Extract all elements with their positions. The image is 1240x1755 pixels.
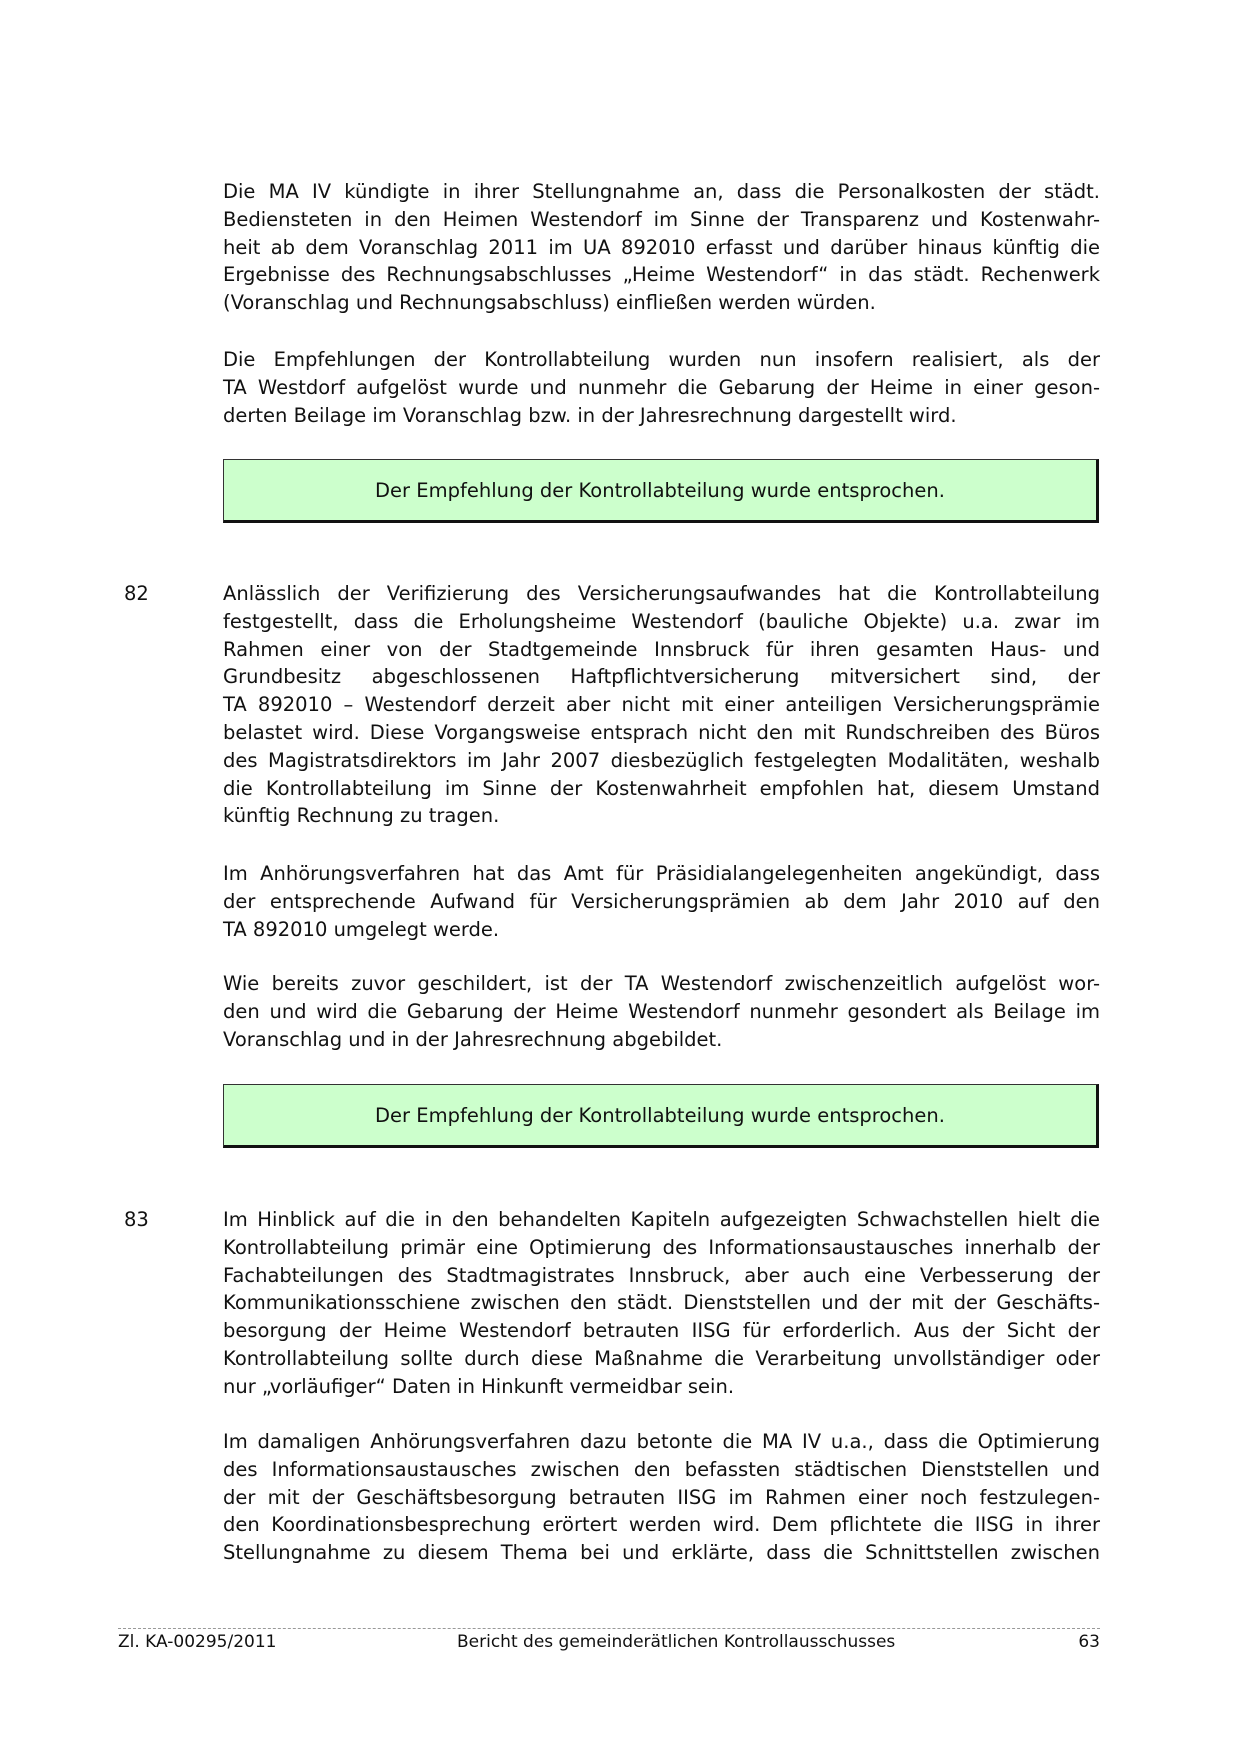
text-line: den und wird die Gebarung der Heime Westendorf nunmehr gesondert als Beilage im: [223, 999, 1100, 1023]
text-line: (Voranschlag und Rechnungsabschluss) einfließen werden würden.: [223, 291, 876, 315]
text-line: den Koordinationsbesprechung erörtert werden wird. Dem pflichtete die IISG in ihrer: [223, 1513, 1100, 1537]
text-line: Stellungnahme zu diesem Thema bei und erklärte, dass die Schnittstellen zwischen: [223, 1541, 1100, 1565]
text-line: Kommunikationsschiene zwischen den städt. Dienststellen und der mit der Geschäfts-: [223, 1291, 1100, 1315]
paragraph: [223, 860, 1100, 943]
text-line: heit ab dem Voranschlag 2011 im UA 892010 erfasst und darüber hinaus künftig die: [223, 235, 1100, 259]
text-line: Anlässlich der Verifizierung des Versicherungsaufwandes hat die Kontrollabteilung: [223, 582, 1100, 605]
paragraph: [223, 346, 1100, 429]
text-line: derten Beilage im Voranschlag bzw. in der Jahresrechnung dargestellt wird.: [223, 403, 957, 427]
paragraph: [223, 1428, 1100, 1567]
paragraph: [223, 970, 1100, 1053]
text-line: nur „vorläufiger“ Daten in Hinkunft vermeidbar sein.: [223, 1374, 735, 1398]
recommendation-text: Der Empfehlung der Kontrollabteilung wurde entsprochen.: [375, 1103, 945, 1127]
text-line: Ergebnisse des Rechnungsabschlusses „Heime Westendorf“ in das städt. Rechenwerk: [223, 263, 1100, 287]
text-line: Im Anhörungsverfahren hat das Amt für Präsidialangelegenheiten angekündigt, dass: [223, 862, 1100, 885]
text-line: Fachabteilungen des Stadtmagistrates Innsbruck, aber auch eine Verbesserung der: [223, 1263, 1100, 1287]
text-line: Wie bereits zuvor geschildert, ist der TA Westendorf zwischenzeitlich aufgelöst wor-: [223, 972, 1100, 995]
text-line: des Magistratsdirektors im Jahr 2007 diesbezüglich festgelegten Modalitäten, weshalb: [223, 748, 1100, 772]
recommendation-box: [223, 1084, 1099, 1148]
text-line: Voranschlag und in der Jahresrechnung abgebildet.: [223, 1027, 723, 1051]
text-line: Im damaligen Anhörungsverfahren dazu betonte die MA IV u.a., dass die Optimierung: [223, 1430, 1100, 1453]
text-line: festgestellt, dass die Erholungsheime Westendorf (bauliche Objekte) u.a. zwar im: [223, 609, 1100, 633]
text-line: Grundbesitz abgeschlossenen Haftpflichtversicherung mitversichert sind, der: [223, 665, 1100, 689]
item-number: 82: [124, 582, 149, 605]
text-line: der mit der Geschäftsbesorgung betrauten IISG im Rahmen einer noch festzulegen-: [223, 1485, 1100, 1509]
text-line: Die MA IV kündigte in ihrer Stellungnahme an, dass die Personalkosten der städt.: [223, 180, 1100, 203]
footer-title: Bericht des gemeinderätlichen Kontrollausschusses: [457, 1632, 896, 1652]
text-line: TA Westdorf aufgelöst wurde und nunmehr die Gebarung der Heime in einer geson-: [223, 375, 1100, 399]
paragraph: [223, 178, 1100, 317]
text-line: Im Hinblick auf die in den behandelten Kapiteln aufgezeigten Schwachstellen hielt die: [223, 1208, 1100, 1231]
text-line: künftig Rechnung zu tragen.: [223, 804, 500, 828]
paragraph: [223, 1206, 1100, 1401]
text-line: Rahmen einer von der Stadtgemeinde Innsbruck für ihren gesamten Haus- und: [223, 637, 1100, 661]
text-line: der entsprechende Aufwand für Versicherungsprämien ab dem Jahr 2010 auf den: [223, 889, 1100, 913]
footer-reference: Zl. KA-00295/2011: [118, 1632, 277, 1652]
footer-divider: [118, 1628, 1100, 1629]
item-number: 83: [124, 1208, 149, 1231]
text-line: Kontrollabteilung primär eine Optimierung des Informationsaustausches innerhalb der: [223, 1235, 1100, 1259]
text-line: belastet wird. Diese Vorgangsweise entsprach nicht den mit Rundschreiben des Büros: [223, 720, 1100, 744]
text-line: die Kontrollabteilung im Sinne der Kostenwahrheit empfohlen hat, diesem Umstand: [223, 776, 1100, 800]
text-line: TA 892010 – Westendorf derzeit aber nicht mit einer anteiligen Versicherungsprämie: [223, 693, 1100, 717]
paragraph: [223, 580, 1100, 830]
text-line: Bediensteten in den Heimen Westendorf im Sinne der Transparenz und Kostenwahr-: [223, 207, 1100, 231]
recommendation-box: [223, 459, 1099, 523]
page-number: 63: [1078, 1632, 1100, 1652]
text-line: Kontrollabteilung sollte durch diese Maßnahme die Verarbeitung unvollständiger oder: [223, 1346, 1100, 1370]
text-line: TA 892010 umgelegt werde.: [223, 917, 500, 941]
text-line: besorgung der Heime Westendorf betrauten IISG für erforderlich. Aus der Sicht der: [223, 1319, 1100, 1343]
recommendation-text: Der Empfehlung der Kontrollabteilung wurde entsprochen.: [375, 478, 945, 502]
text-line: des Informationsaustausches zwischen den befassten städtischen Dienststellen und: [223, 1457, 1100, 1481]
text-line: Die Empfehlungen der Kontrollabteilung wurden nun insofern realisiert, als der: [223, 348, 1100, 371]
